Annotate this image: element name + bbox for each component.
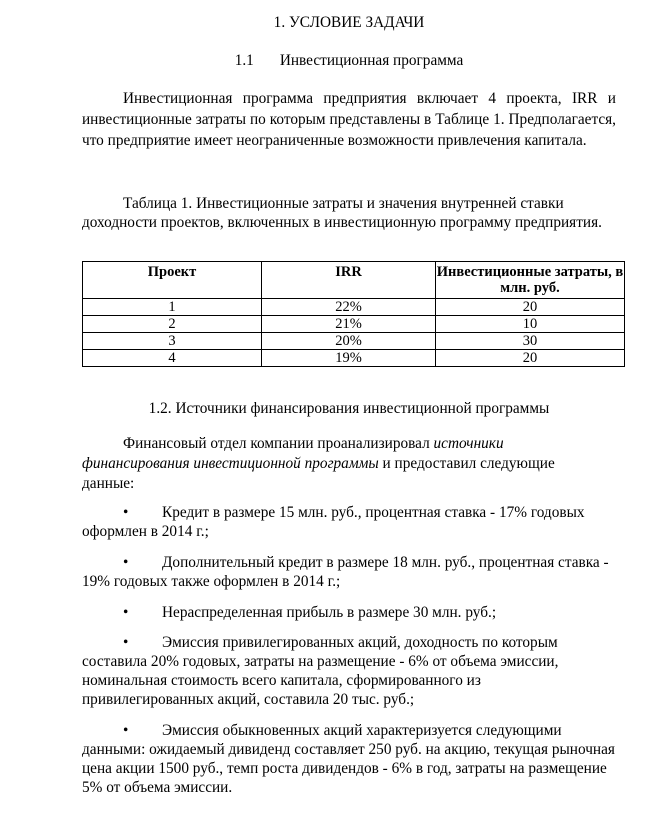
bullet-icon: • bbox=[123, 634, 129, 651]
italic-text: источники финансирования инвестиционной программы bbox=[82, 435, 504, 472]
header-investment: Инвестиционные затраты, в млн. руб. bbox=[436, 262, 625, 299]
cell: 2 bbox=[83, 316, 262, 333]
list-item-text: Кредит в размере 15 млн. руб., процентная ставка - 17% годовых оформлен в 2014 г.; bbox=[82, 504, 585, 540]
cell: 3 bbox=[83, 333, 262, 350]
table-row bbox=[83, 350, 625, 367]
list-item-text: Нераспределенная прибыль в размере 30 млн. руб.; bbox=[162, 604, 497, 621]
cell: 19% bbox=[262, 350, 436, 367]
finance-intro-paragraph bbox=[82, 434, 602, 494]
cell: 4 bbox=[83, 350, 262, 367]
list-item bbox=[82, 633, 616, 709]
cell: 22% bbox=[262, 299, 436, 316]
bullet-icon: • bbox=[123, 554, 129, 571]
text: и предоставил следующие данные: bbox=[82, 455, 555, 492]
header-irr: IRR bbox=[262, 262, 436, 299]
header-project: Проект bbox=[83, 262, 262, 299]
subsection-name: Инвестиционная программа bbox=[279, 52, 464, 69]
cell: 10 bbox=[436, 316, 625, 333]
list-item-text: Эмиссия привилегированных акций, доходность по которым составила 20% годовых, затраты на размещение - 6% от объема эмиссии, номинальная стоимость всего капитала, сформированного из привилегированных акций, составила 20 тыс. руб.; bbox=[82, 634, 559, 708]
intro-paragraph: Инвестиционная программа предприятия включает 4 проекта, IRR и инвестиционные затраты по которым представлены в Таблице 1. Предполагается, что предприятие имеет неограниченные возможности привлечения капитала. bbox=[82, 90, 616, 149]
table-row bbox=[83, 299, 625, 316]
table-caption: Таблица 1. Инвестиционные затраты и значения внутренней ставки доходности проектов, включенных в инвестиционную программу предприятия. bbox=[82, 195, 602, 231]
list-item bbox=[82, 503, 616, 541]
subsection-number: 1.1 bbox=[234, 52, 254, 69]
cell: 30 bbox=[436, 333, 625, 350]
list-item bbox=[82, 603, 616, 622]
cell: 1 bbox=[83, 299, 262, 316]
table-row bbox=[83, 316, 625, 333]
list-item bbox=[82, 553, 616, 591]
cell: 21% bbox=[262, 316, 436, 333]
cell: 20 bbox=[436, 350, 625, 367]
list-item bbox=[82, 721, 616, 797]
projects-table bbox=[82, 261, 625, 367]
subsection-2-title: 1.2. Источники финансирования инвестиционной программы bbox=[148, 400, 550, 417]
subsection-title bbox=[82, 51, 616, 71]
text: Финансовый отдел компании проанализировал bbox=[123, 435, 434, 452]
list-item-text: Дополнительный кредит в размере 18 млн. руб., процентная ставка - 19% годовых также оформлен в 2014 г.; bbox=[82, 554, 609, 590]
bullet-icon: • bbox=[123, 722, 129, 739]
section-title: 1. УСЛОВИЕ ЗАДАЧИ bbox=[273, 14, 425, 31]
cell: 20% bbox=[262, 333, 436, 350]
cell: 20 bbox=[436, 299, 625, 316]
list-item-text: Эмиссия обыкновенных акций характеризуется следующими данными: ожидаемый дивиденд составляет 250 руб. на акцию, текущая рыночная цена акции 1500 руб., темп роста дивидендов - 6% в год, затраты на размещение 5% от объема эмиссии. bbox=[82, 722, 615, 796]
bullet-icon: • bbox=[123, 604, 129, 621]
table-header-row bbox=[83, 262, 625, 299]
table-row bbox=[83, 333, 625, 350]
bullet-icon: • bbox=[123, 504, 129, 521]
